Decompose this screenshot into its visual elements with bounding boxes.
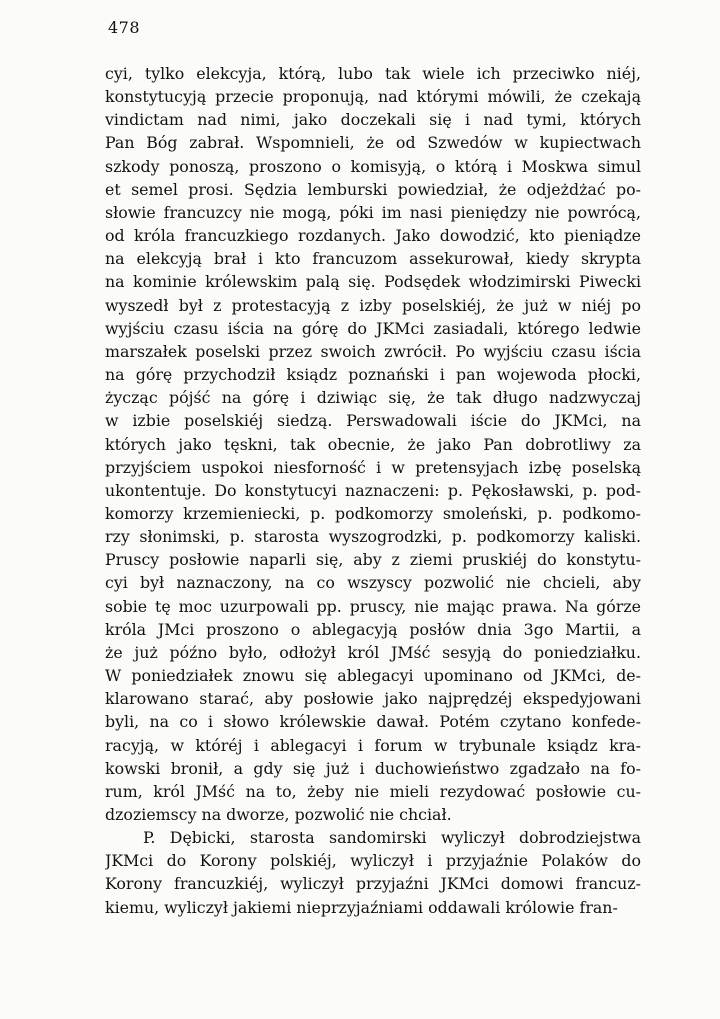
text-line: wyjściu czasu iścia na górę do JKMci zasiadali, którego ledwie: [105, 318, 641, 338]
text-line: marszałek poselski przez swoich zwrócił. Po wyjściu czasu iścia: [105, 341, 641, 361]
text-line: W poniedziałek znowu się ablegacyi upominano od JKMci, de-: [105, 666, 641, 686]
text-line: wyszedł był z protestacyją z izby poselskiéj, że już w niéj po: [105, 295, 641, 315]
text-line: cyi, tylko elekcyja, którą, lubo tak wiele ich przeciwko niéj,: [105, 64, 641, 83]
text-line: JKMci do Korony polskiéj, wyliczył i przyjaźnie Polaków do: [105, 851, 641, 871]
text-line: kiemu, wyliczył jakiemi nieprzyjaźniami oddawali królowie fran-: [105, 897, 618, 917]
paragraph: [105, 826, 641, 919]
text-line: P. Dębicki, starosta sandomirski wyliczył dobrodziejstwa: [143, 828, 641, 848]
text-line: konstytucyją przecie proponują, nad którymi mówili, że czekają: [105, 87, 641, 107]
text-line: racyją, w któréj i ablegacyi i forum w trybunale ksiądz kra-: [105, 735, 641, 755]
text-line: rum, król JMść na to, żeby nie mieli rezydować posłowie cu-: [105, 781, 641, 801]
text-line: Pan Bóg zabrał. Wspomnieli, że od Szwedów w kupiectwach: [105, 133, 641, 153]
text-line: słowie francuzcy nie mogą, póki im nasi pieniędzy nie powrócą,: [105, 202, 641, 222]
text-line: w izbie poselskiéj siedzą. Perswadowali iście do JKMci, na: [105, 411, 641, 431]
page-text: [105, 62, 641, 919]
text-line: Korony francuzkiéj, wyliczył przyjaźni JKMci domowi francuz-: [105, 874, 641, 894]
text-line: na elekcyją brał i kto francuzom assekurował, kiedy skrypta: [105, 249, 641, 269]
text-line: życząc pójść na górę i dziwiąc się, że tak długo nadzwyczaj: [105, 388, 641, 408]
text-line: na górę przychodził ksiądz poznański i pan wojewoda płocki,: [105, 365, 641, 385]
text-line: od króla francuzkiego rozdanych. Jako dowodzić, kto pieniądze: [105, 226, 641, 246]
text-line: ukontentuje. Do konstytucyi naznaczeni: p. Pękosławski, p. pod-: [105, 480, 641, 500]
text-line: vindictam nad nimi, jako doczekali się i nad tymi, których: [105, 110, 641, 130]
text-line: szkody ponoszą, proszono o komisyją, o którą i Moskwa simul: [105, 156, 641, 176]
text-line: sobie tę moc uzurpowali pp. pruscy, nie mając prawa. Na górze: [105, 596, 641, 616]
text-line: Pruscy posłowie naparli się, aby z ziemi pruskiéj do konstytu-: [105, 550, 641, 570]
text-line: których jako tęskni, tak obecnie, że jako Pan dobrotliwy za: [105, 434, 641, 454]
text-line: byli, na co i słowo królewskie dawał. Potém czytano konfede-: [105, 712, 641, 732]
text-line: et semel prosi. Sędzia lemburski powiedział, że odjeżdżać po-: [105, 179, 641, 199]
paragraph: [105, 62, 641, 826]
text-line: klarowano starać, aby posłowie jako najprędzéj ekspedyjowani: [105, 689, 641, 709]
text-line: kowski bronił, a gdy się już i duchowieństwo zgadzało na fo-: [105, 758, 641, 778]
text-line: że już późno było, odłożył król JMść sesyją do poniedziałku.: [105, 642, 641, 662]
text-line: dzoziemscy na dworze, pozwolić nie chciał.: [105, 805, 452, 824]
text-line: komorzy krzemieniecki, p. podkomorzy smoleński, p. podkomo-: [105, 503, 641, 523]
text-line: na kominie królewskim palą się. Podsędek włodzimirski Piwecki: [105, 272, 641, 292]
text-line: rzy słonimski, p. starosta wyszogrodzki, p. podkomorzy kaliski.: [105, 527, 641, 547]
text-line: cyi był naznaczony, na co wszyscy pozwolić nie chcieli, aby: [105, 573, 641, 593]
text-line: przyjściem uspokoi niesforność i w pretensyjach izbę poselską: [105, 457, 641, 477]
page-number: 478: [108, 18, 141, 37]
text-line: króla JMci proszono o ablegacyją posłów dnia 3go Martii, a: [105, 619, 641, 639]
